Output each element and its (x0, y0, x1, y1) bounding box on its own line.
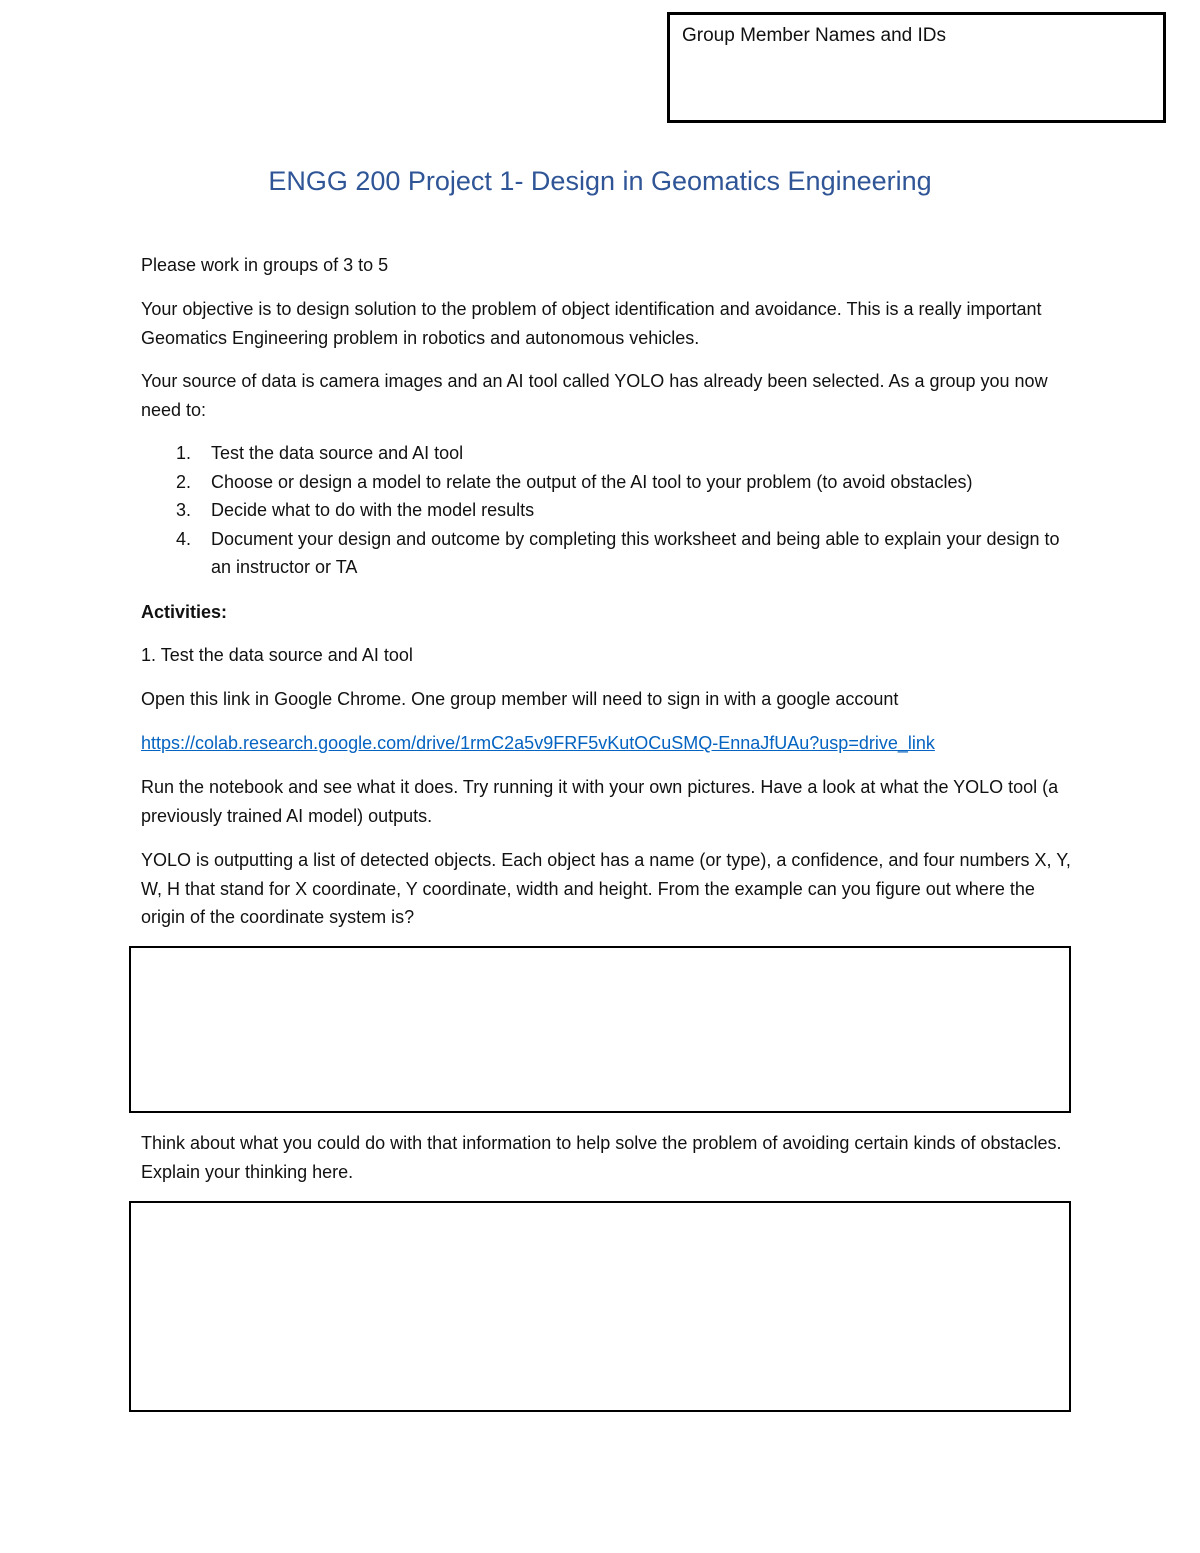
list-item-number: 1. (176, 443, 192, 463)
group-members-label: Group Member Names and IDs (682, 25, 946, 46)
page-title: ENGG 200 Project 1- Design in Geomatics Engineering (268, 166, 932, 196)
data-source-paragraph: Your source of data is camera images and an AI tool called YOLO has already been selected. As a group you now need to: (141, 371, 1048, 420)
list-item-text: Choose or design a model to relate the output of the AI tool to your problem (to avoid obstacles) (211, 471, 973, 492)
list-item-text: Decide what to do with the model results (211, 500, 535, 520)
thinking-answer-box[interactable] (129, 1201, 1071, 1412)
steps-list (141, 439, 1071, 582)
group-members-box[interactable] (667, 12, 1166, 123)
objective-paragraph: Your objective is to design solution to the problem of object identification and avoidance. This is a really important Geomatics Engineering problem in robotics and autonomous vehicles. (141, 299, 1042, 348)
list-item (141, 496, 1071, 525)
list-item (141, 439, 1071, 468)
list-item-text: Document your design and outcome by completing this worksheet and being able to explain your design to an instructor or TA (211, 528, 1060, 577)
activity-1-heading: 1. Test the data source and AI tool (141, 645, 413, 665)
list-item-number: 2. (176, 471, 192, 492)
list-item-number: 3. (176, 500, 192, 520)
list-item (141, 468, 1071, 497)
origin-answer-box[interactable] (129, 946, 1071, 1113)
yolo-output-question: YOLO is outputting a list of detected objects. Each object has a name (or type), a confidence, and four numbers X, Y, W, H that stand for X coordinate, Y coordinate, width and height. From the example can you figure out where the origin of the coordinate system is? (141, 850, 1071, 927)
open-link-instruction: Open this link in Google Chrome. One group member will need to sign in with a google account (141, 689, 899, 709)
groups-instruction: Please work in groups of 3 to 5 (141, 255, 389, 275)
colab-notebook-link[interactable]: https://colab.research.google.com/drive/1rmC2a5v9FRF5vKutOCuSMQ-EnnaJfUAu?usp=drive_link (141, 733, 935, 753)
run-notebook-instruction: Run the notebook and see what it does. Try running it with your own pictures. Have a look at what the YOLO tool (a previously trained AI model) outputs. (141, 777, 1059, 826)
list-item-number: 4. (176, 528, 192, 549)
list-item-text: Test the data source and AI tool (211, 443, 464, 463)
list-item (141, 525, 1071, 582)
activities-heading: Activities: (141, 602, 228, 622)
obstacle-thinking-prompt: Think about what you could do with that information to help solve the problem of avoiding certain kinds of obstacles. Explain your thinking here. (141, 1133, 1062, 1182)
